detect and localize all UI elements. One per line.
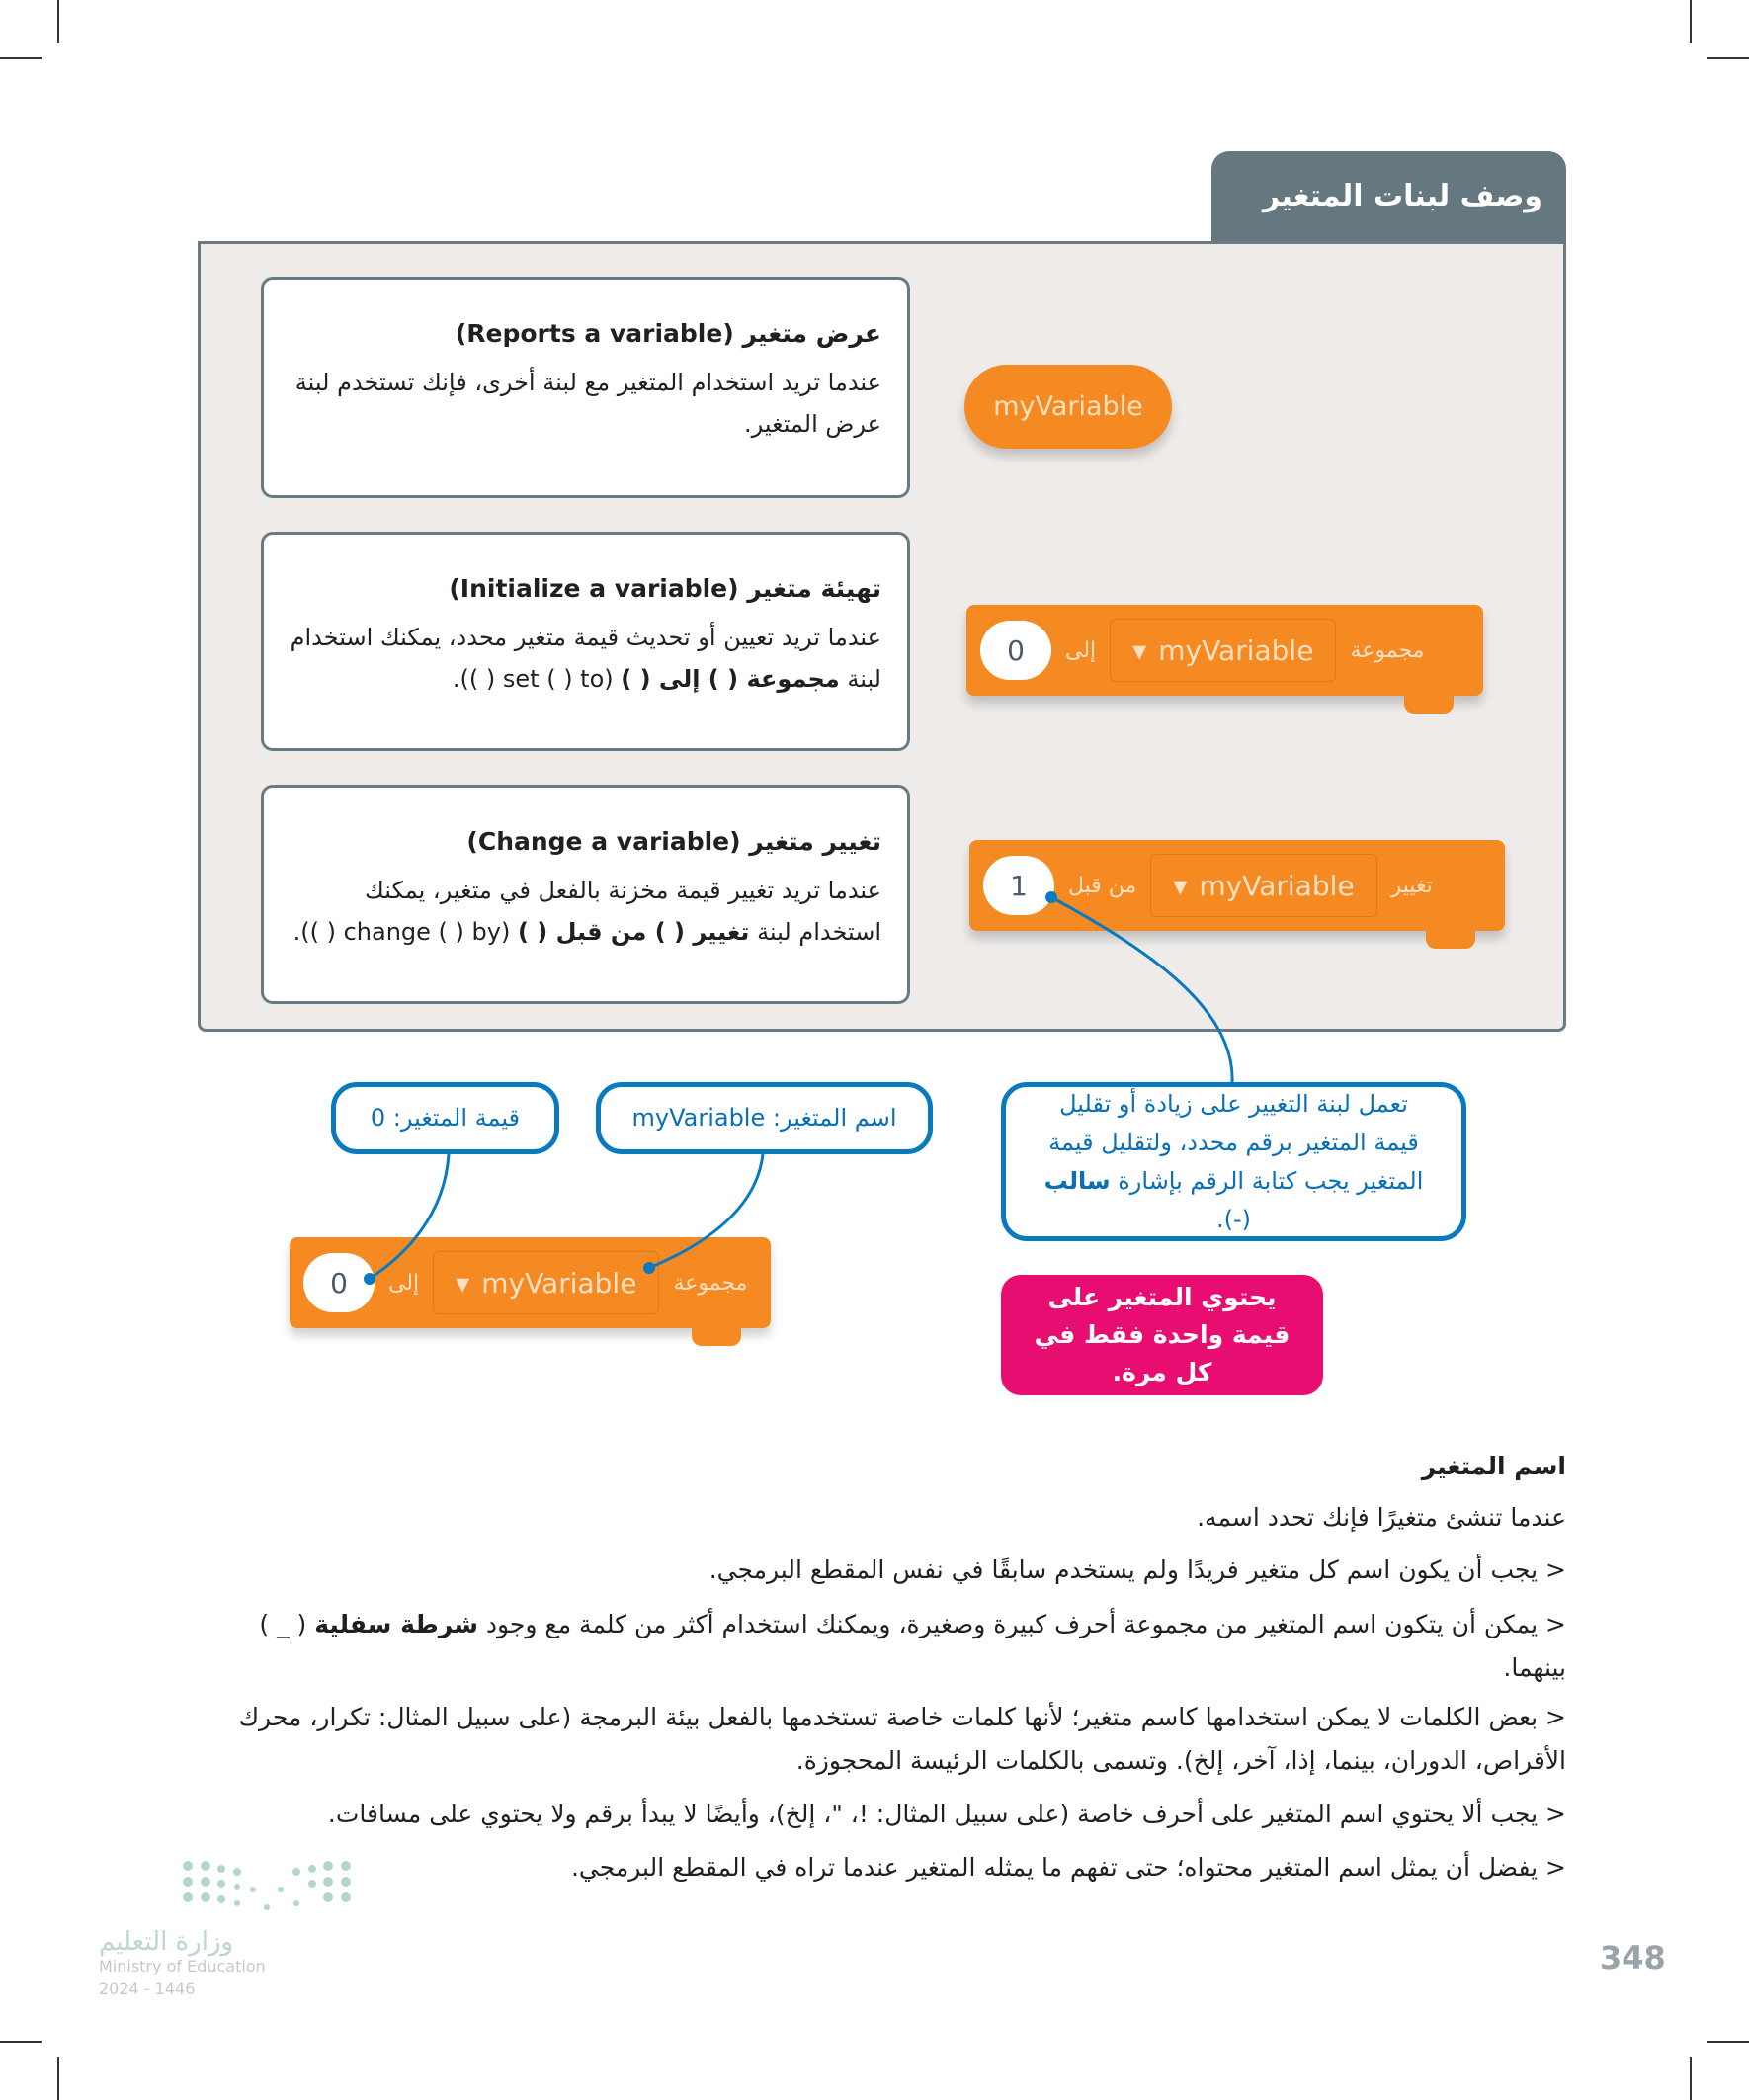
callout-variable-value: قيمة المتغير: 0: [331, 1082, 559, 1154]
variable-dropdown: ▾ myVariable: [433, 1251, 659, 1314]
block-label-change: تغيير: [1390, 873, 1433, 898]
connector-dot: [364, 1273, 375, 1285]
block-label-by: من قبل: [1068, 873, 1137, 898]
card-body: عندما تريد استخدام المتغير مع لبنة أخرى، فإنك تستخدم لبنة عرض المتغير.: [294, 369, 881, 438]
value-slot: 1: [983, 856, 1054, 915]
variable-dropdown: ▾ myVariable: [1150, 854, 1376, 917]
callout-variable-name: اسم المتغير: myVariable: [596, 1082, 933, 1154]
page-number: 348: [1600, 1939, 1666, 1976]
section-heading: اسم المتغير: [1421, 1452, 1566, 1480]
value-slot: 0: [303, 1253, 375, 1312]
block-label-to: إلى: [388, 1270, 420, 1296]
reporter-label: myVariable: [993, 391, 1143, 422]
connector-dot: [1045, 891, 1057, 903]
dropdown-arrow-icon: ▾: [1132, 633, 1147, 667]
bullet-item: < يجب أن يكون اسم كل متغير فريدًا ولم يستخدم سابقًا في نفس المقطع البرمجي.: [198, 1549, 1566, 1592]
block-label-set: مجموعة: [1350, 637, 1425, 663]
block-label-to: إلى: [1065, 637, 1097, 663]
section-title: وصف لبنات المتغير: [1262, 179, 1542, 213]
card-body: عندما تريد تعيين أو تحديث قيمة متغير محدد، يمكنك استخدام لبنة مجموعة ( ) إلى ( ) (set ( ) to ( )).: [290, 624, 881, 693]
section-intro: عندما تنشئ متغيرًا فإنك تحدد اسمه.: [1197, 1503, 1566, 1532]
connector-dot: [643, 1262, 655, 1274]
note-one-value: يحتوي المتغير على قيمة واحدة فقط في كل مرة.: [1001, 1275, 1323, 1395]
bullet-item: < يمكن أن يتكون اسم المتغير من مجموعة أحرف كبيرة وصغيرة، ويمكنك استخدام أكثر من كلمة مع وجود شرطة سفلية ( _ ) بينهما.: [198, 1603, 1566, 1690]
ministry-name-en: Ministry of Education: [99, 1957, 266, 1975]
connector-line: [370, 1154, 449, 1279]
ministry-name-ar: وزارة التعليم: [99, 1927, 234, 1957]
connector-line: [1051, 897, 1232, 1082]
ministry-logo: [99, 1858, 375, 1998]
card-title: تغيير متغير (Change a variable): [466, 827, 881, 856]
edition-year: 2024 - 1446: [99, 1979, 196, 1998]
bullet-item: < يجب ألا يحتوي اسم المتغير على أحرف خاصة (على سبيل المثال: !، "، إلخ)، وأيضًا لا يبدأ برقم ولا يحتوي على مسافات.: [198, 1793, 1566, 1836]
card-title: تهيئة متغير (Initialize a variable): [449, 574, 881, 603]
callout-change-info: تعمل لبنة التغيير على زيادة أو تقليل قيمة المتغير برقم محدد، ولتقليل قيمة المتغير يجب كتابة الرقم بإشارة سالب (-).: [1001, 1082, 1466, 1241]
connector-line: [649, 1154, 763, 1268]
variable-dropdown: ▾ myVariable: [1110, 619, 1336, 682]
bullet-item: < بعض الكلمات لا يمكن استخدامها كاسم متغير؛ لأنها كلمات خاصة تستخدمها بالفعل بيئة البرمجة (على سبيل المثال: تكرار، محرك الأقراص، الدوران، بينما، إذا، آخر، إلخ). وتسمى بالكلمات الرئيسة المحجوزة.: [198, 1696, 1566, 1783]
card-body: عندما تريد تغيير قيمة مخزنة بالفعل في متغير، يمكنك استخدام لبنة تغيير ( ) من قبل ( ) (change ( ) by ( )).: [292, 877, 881, 946]
ministry-logo-dots-icon: [178, 1858, 356, 1917]
bullet-item: < يفضل أن يمثل اسم المتغير محتواه؛ حتى تفهم ما يمثله المتغير عندما تراه في المقطع البرمجي.: [198, 1846, 1566, 1890]
block-label-set: مجموعة: [673, 1270, 748, 1296]
dropdown-arrow-icon: ▾: [1173, 869, 1188, 902]
dropdown-arrow-icon: ▾: [456, 1266, 470, 1300]
value-slot: 0: [980, 621, 1051, 680]
card-title: عرض متغير (Reports a variable): [455, 319, 881, 348]
